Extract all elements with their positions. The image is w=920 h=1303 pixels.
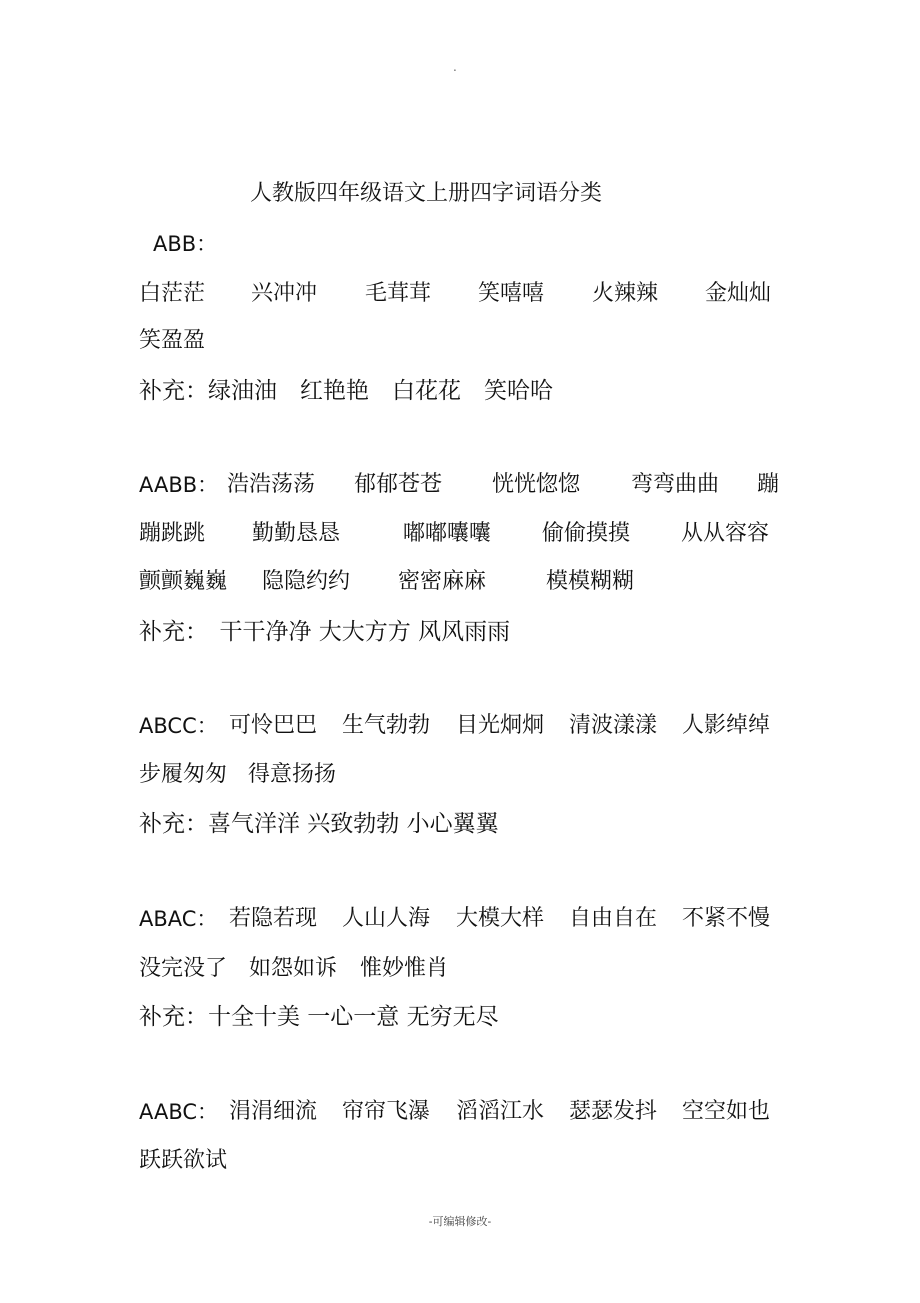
- word: 白茫茫: [139, 281, 206, 306]
- abcc-words-line-2: [0, 757, 920, 787]
- word: 嘟嘟囔囔: [403, 521, 492, 546]
- word: 恍恍惚惚: [492, 472, 581, 497]
- word: 没完没了: [139, 956, 228, 981]
- abcc-label: ABCC：: [139, 714, 218, 738]
- abb-words-line-2: [0, 323, 920, 353]
- aabb-label: AABB：: [139, 473, 219, 497]
- word: 步履匆匆: [139, 762, 228, 787]
- word: 滔滔江水: [456, 1099, 545, 1124]
- word: 勤勤恳恳: [252, 521, 341, 546]
- word: 从从容容: [681, 521, 770, 546]
- word: 自由自在: [569, 906, 658, 931]
- word: 空空如也: [682, 1099, 771, 1124]
- word: 金灿灿: [705, 281, 772, 306]
- abcc-supplement: 补充：喜气洋洋 兴致勃勃 小心翼翼: [139, 811, 499, 837]
- word: 如怨如诉: [249, 956, 338, 981]
- aabb-words-line-1: [0, 467, 920, 497]
- abb-label: ABB：: [153, 232, 218, 256]
- abac-words-line-2: [0, 951, 920, 981]
- aabc-words-line-1: [0, 1094, 920, 1124]
- aabb-supplement: 补充： 干干净净 大大方方 风风雨雨: [139, 619, 511, 645]
- word: 颤颤巍巍: [139, 569, 228, 594]
- word: 郁郁苍苍: [354, 472, 443, 497]
- page-footer: -可编辑修改-: [428, 1215, 492, 1228]
- word: 毛茸茸: [365, 281, 432, 306]
- word: 生气勃勃: [342, 713, 431, 738]
- word: 人影绰绰: [682, 713, 771, 738]
- abcc-words-line-1: [0, 708, 920, 738]
- word: 模模糊糊: [546, 569, 635, 594]
- header-dot: .: [453, 60, 457, 74]
- abac-words-line-1: [0, 901, 920, 931]
- word: 兴冲冲: [251, 281, 318, 306]
- word: 跃跃欲试: [139, 1148, 228, 1173]
- word: 涓涓细流: [229, 1099, 318, 1124]
- word: 蹦: [757, 472, 780, 497]
- word: 得意扬扬: [248, 762, 337, 787]
- abac-supplement: 补充：十全十美 一心一意 无穷无尽: [139, 1004, 499, 1030]
- word: 笑盈盈: [139, 328, 206, 353]
- word: 蹦跳跳: [139, 521, 206, 546]
- word: 目光炯炯: [456, 713, 545, 738]
- aabb-words-line-3: [0, 564, 920, 594]
- page-title: 人教版四年级语文上册四字词语分类: [250, 181, 603, 206]
- word: 不紧不慢: [682, 906, 771, 931]
- word: 隐隐约约: [262, 569, 351, 594]
- abac-label: ABAC：: [139, 907, 218, 931]
- word: 浩浩荡荡: [227, 472, 316, 497]
- word: 若隐若现: [229, 906, 318, 931]
- word: 密密麻麻: [398, 569, 487, 594]
- word: 偷偷摸摸: [542, 521, 631, 546]
- word: 笑嘻嘻: [478, 281, 545, 306]
- aabc-words-line-2: [0, 1143, 920, 1173]
- word: 火辣辣: [592, 281, 659, 306]
- word: 弯弯曲曲: [631, 472, 720, 497]
- word: 可怜巴巴: [229, 713, 318, 738]
- word: 大模大样: [456, 906, 545, 931]
- word: 帘帘飞瀑: [342, 1099, 431, 1124]
- word: 清波漾漾: [569, 713, 658, 738]
- word: 惟妙惟肖: [360, 956, 449, 981]
- aabb-words-line-2: [0, 516, 920, 546]
- abb-words-line-1: [0, 276, 920, 306]
- aabc-label: AABC：: [139, 1100, 219, 1124]
- word: 瑟瑟发抖: [569, 1099, 658, 1124]
- abb-supplement: 补充：绿油油 红艳艳 白花花 笑哈哈: [139, 378, 553, 404]
- word: 人山人海: [342, 906, 431, 931]
